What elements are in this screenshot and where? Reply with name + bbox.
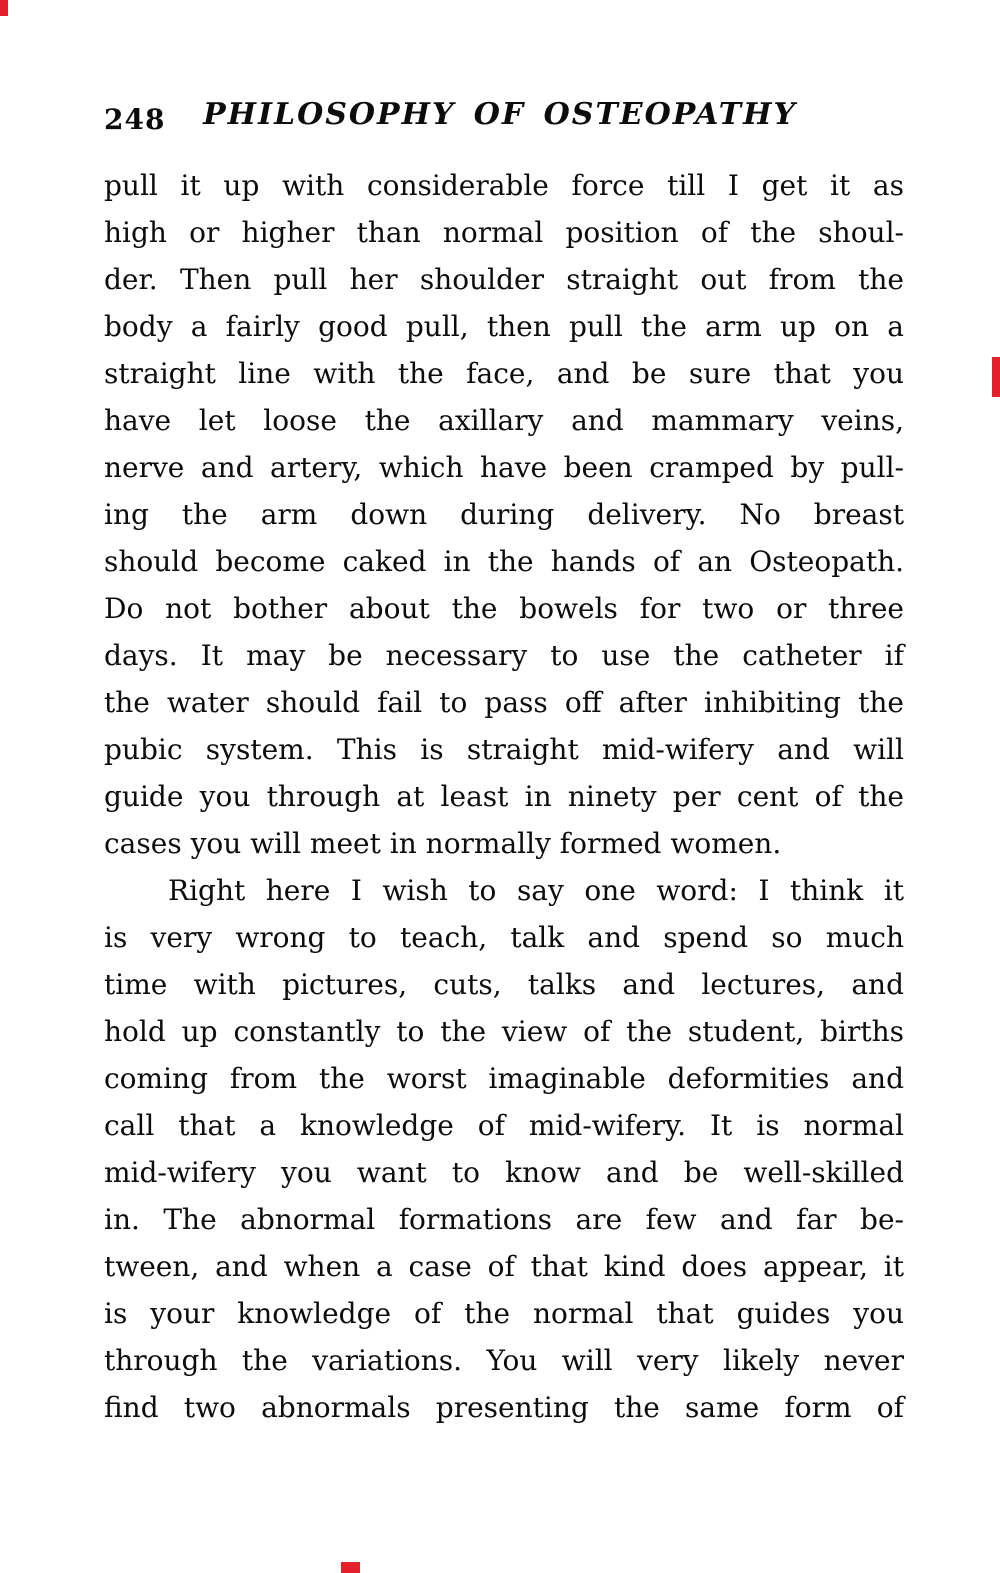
scan-artifact-red-mark (992, 357, 1000, 397)
text-line: tween, and when a case of that kind does appear, it (104, 1250, 904, 1283)
text-line: cases you will meet in normally formed women. (104, 827, 782, 860)
text-line: pubic system. This is straight mid-wifery and will (104, 733, 904, 766)
text-line: through the variations. You will very likely never (104, 1344, 904, 1377)
text-line: in. The abnormal formations are few and far be- (104, 1203, 904, 1236)
text-line: hold up constantly to the view of the student, births (104, 1015, 904, 1048)
page-number: 248 (104, 103, 166, 136)
text-line: coming from the worst imaginable deformities and (104, 1062, 904, 1095)
text-line: have let loose the axillary and mammary veins, (104, 404, 904, 437)
page-header (0, 97, 1000, 141)
scan-artifact-red-mark (341, 1562, 360, 1573)
text-line: straight line with the face, and be sure that you (104, 357, 904, 390)
text-line: Right here I wish to say one word: I think it (168, 874, 904, 907)
text-line: pull it up with considerable force till I get it as (104, 169, 904, 202)
text-line: high or higher than normal position of the shoul- (104, 216, 904, 249)
running-title: PHILOSOPHY OF OSTEOPATHY (203, 97, 797, 132)
text-line: time with pictures, cuts, talks and lectures, and (104, 968, 904, 1001)
text-line: is your knowledge of the normal that guides you (104, 1297, 904, 1330)
scan-artifact-red-mark (0, 0, 8, 16)
text-line: nerve and artery, which have been cramped by pull- (104, 451, 904, 484)
text-line: ing the arm down during delivery. No breast (104, 498, 904, 531)
text-line: body a fairly good pull, then pull the arm up on a (104, 310, 904, 343)
text-line: find two abnormals presenting the same form of (104, 1391, 904, 1424)
text-block (104, 162, 904, 1431)
text-line: days. It may be necessary to use the catheter if (104, 639, 904, 672)
text-line: guide you through at least in ninety per cent of the (104, 780, 904, 813)
text-line: is very wrong to teach, talk and spend so much (104, 921, 904, 954)
text-line: call that a knowledge of mid-wifery. It is normal (104, 1109, 904, 1142)
text-line: should become caked in the hands of an Osteopath. (104, 545, 904, 578)
text-line: Do not bother about the bowels for two or three (104, 592, 904, 625)
text-line: der. Then pull her shoulder straight out from the (104, 263, 904, 296)
text-line: mid-wifery you want to know and be well-skilled (104, 1156, 904, 1189)
text-line: the water should fail to pass off after inhibiting the (104, 686, 904, 719)
